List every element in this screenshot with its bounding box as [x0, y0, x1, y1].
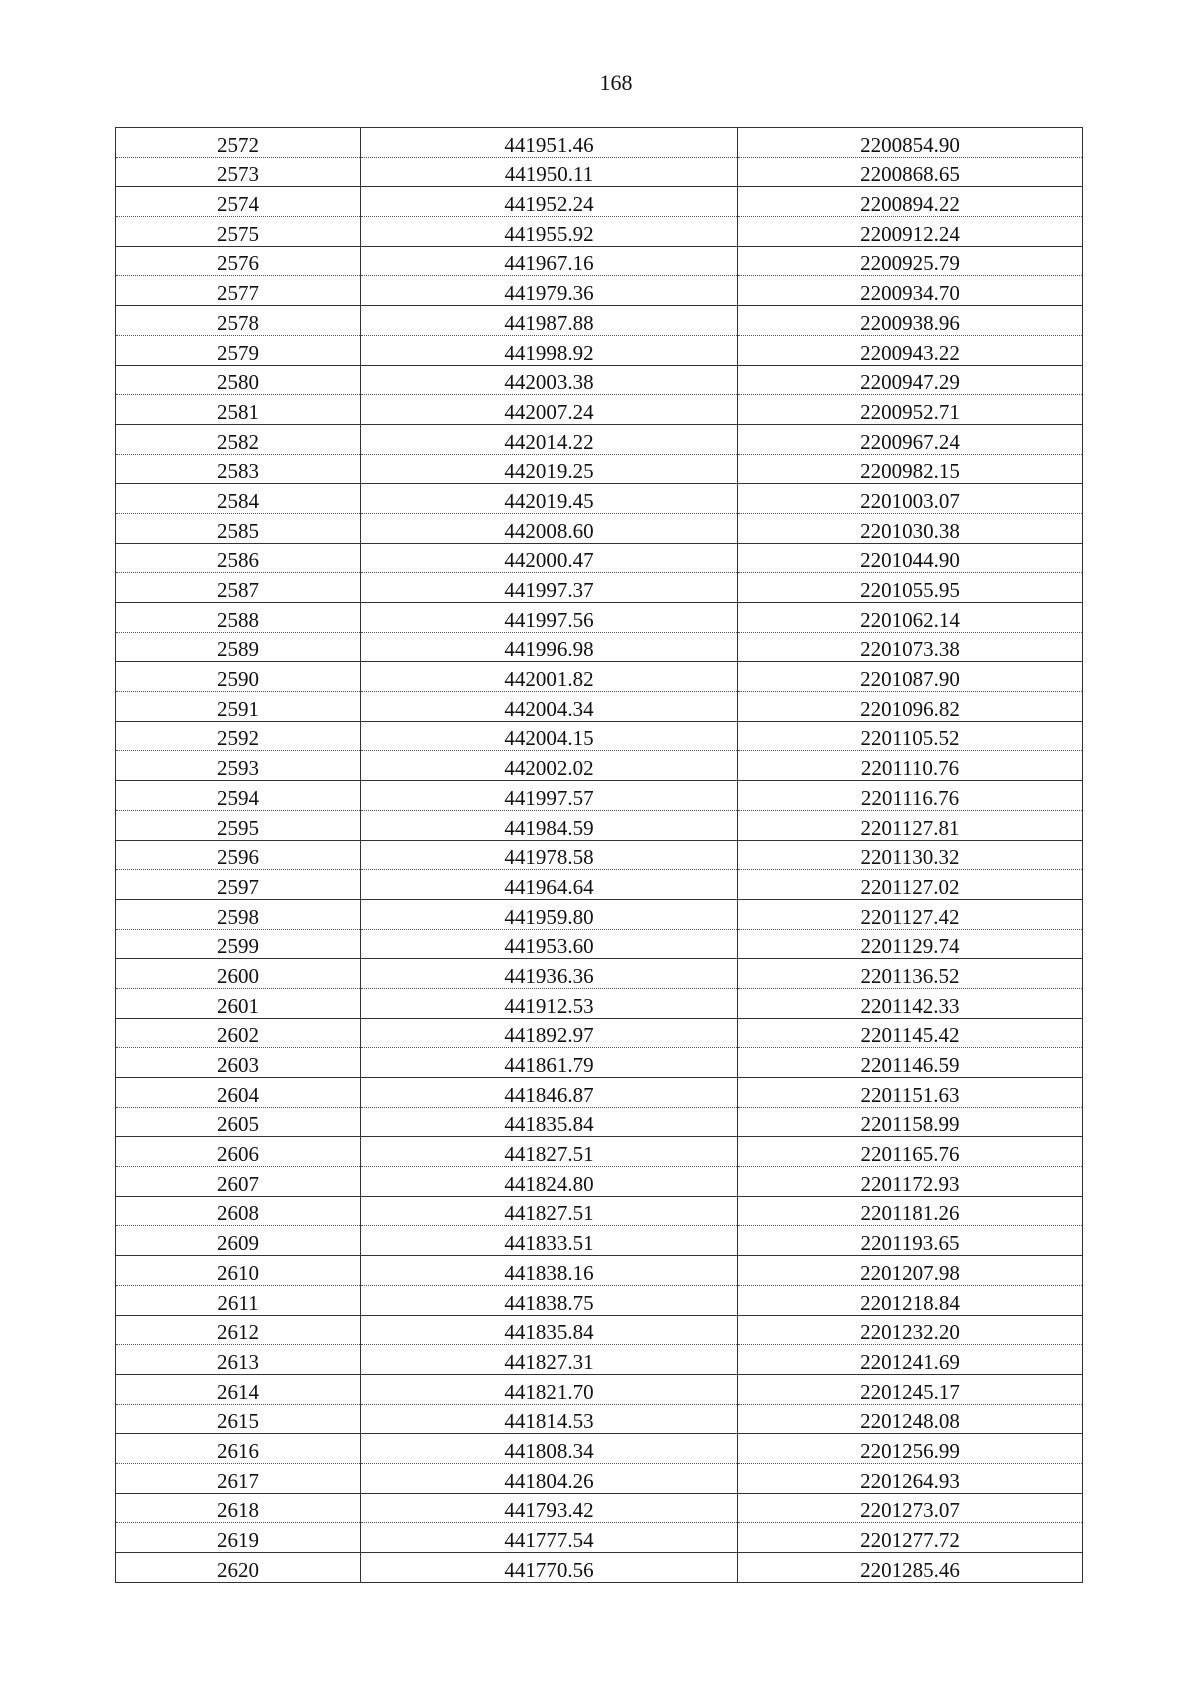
y-coordinate-cell: 2201003.07 — [738, 484, 1083, 514]
y-coordinate-cell: 2201136.52 — [738, 959, 1083, 989]
table-row — [116, 721, 1083, 751]
y-coordinate-cell: 2200925.79 — [738, 246, 1083, 276]
x-coordinate-cell: 441892.97 — [361, 1018, 738, 1048]
x-coordinate-cell: 442001.82 — [361, 662, 738, 692]
x-coordinate-cell: 441936.36 — [361, 959, 738, 989]
y-coordinate-cell: 2201105.52 — [738, 721, 1083, 751]
table-row — [116, 988, 1083, 1018]
y-coordinate-cell: 2201127.02 — [738, 870, 1083, 900]
point-number-cell: 2592 — [116, 721, 361, 751]
y-coordinate-cell: 2200934.70 — [738, 276, 1083, 306]
x-coordinate-cell: 441861.79 — [361, 1048, 738, 1078]
y-coordinate-cell: 2201062.14 — [738, 603, 1083, 633]
table-row — [116, 1167, 1083, 1197]
y-coordinate-cell: 2201030.38 — [738, 513, 1083, 543]
y-coordinate-cell: 2201130.32 — [738, 840, 1083, 870]
point-number-cell: 2615 — [116, 1404, 361, 1434]
table-row — [116, 1404, 1083, 1434]
y-coordinate-cell: 2201145.42 — [738, 1018, 1083, 1048]
point-number-cell: 2580 — [116, 365, 361, 395]
y-coordinate-cell: 2201248.08 — [738, 1404, 1083, 1434]
table-row — [116, 513, 1083, 543]
point-number-cell: 2586 — [116, 543, 361, 573]
point-number-cell: 2614 — [116, 1374, 361, 1404]
y-coordinate-cell: 2200868.65 — [738, 157, 1083, 187]
x-coordinate-cell: 441953.60 — [361, 929, 738, 959]
point-number-cell: 2613 — [116, 1345, 361, 1375]
table-row — [116, 246, 1083, 276]
table-row — [116, 840, 1083, 870]
y-coordinate-cell: 2201142.33 — [738, 988, 1083, 1018]
x-coordinate-cell: 441964.64 — [361, 870, 738, 900]
y-coordinate-cell: 2201165.76 — [738, 1137, 1083, 1167]
y-coordinate-cell: 2200943.22 — [738, 335, 1083, 365]
point-number-cell: 2596 — [116, 840, 361, 870]
y-coordinate-cell: 2201256.99 — [738, 1434, 1083, 1464]
y-coordinate-cell: 2201096.82 — [738, 692, 1083, 722]
x-coordinate-cell: 441833.51 — [361, 1226, 738, 1256]
point-number-cell: 2619 — [116, 1523, 361, 1553]
table-row — [116, 810, 1083, 840]
x-coordinate-cell: 441997.57 — [361, 781, 738, 811]
y-coordinate-cell: 2201151.63 — [738, 1078, 1083, 1108]
table-row — [116, 157, 1083, 187]
y-coordinate-cell: 2201172.93 — [738, 1167, 1083, 1197]
y-coordinate-cell: 2201055.95 — [738, 573, 1083, 603]
point-number-cell: 2620 — [116, 1553, 361, 1583]
point-number-cell: 2606 — [116, 1137, 361, 1167]
point-number-cell: 2574 — [116, 187, 361, 217]
point-number-cell: 2584 — [116, 484, 361, 514]
point-number-cell: 2608 — [116, 1196, 361, 1226]
y-coordinate-cell: 2201207.98 — [738, 1256, 1083, 1286]
x-coordinate-cell: 441987.88 — [361, 306, 738, 336]
x-coordinate-cell: 441835.84 — [361, 1107, 738, 1137]
point-number-cell: 2611 — [116, 1285, 361, 1315]
y-coordinate-cell: 2201044.90 — [738, 543, 1083, 573]
point-number-cell: 2588 — [116, 603, 361, 633]
x-coordinate-cell: 441846.87 — [361, 1078, 738, 1108]
x-coordinate-cell: 441959.80 — [361, 899, 738, 929]
point-number-cell: 2576 — [116, 246, 361, 276]
y-coordinate-cell: 2201116.76 — [738, 781, 1083, 811]
point-number-cell: 2605 — [116, 1107, 361, 1137]
x-coordinate-cell: 441978.58 — [361, 840, 738, 870]
x-coordinate-cell: 441804.26 — [361, 1463, 738, 1493]
table-row — [116, 217, 1083, 247]
point-number-cell: 2595 — [116, 810, 361, 840]
table-row — [116, 1107, 1083, 1137]
y-coordinate-cell: 2200912.24 — [738, 217, 1083, 247]
table-row — [116, 543, 1083, 573]
x-coordinate-cell: 442002.02 — [361, 751, 738, 781]
y-coordinate-cell: 2201245.17 — [738, 1374, 1083, 1404]
x-coordinate-cell: 441996.98 — [361, 632, 738, 662]
point-number-cell: 2607 — [116, 1167, 361, 1197]
point-number-cell: 2600 — [116, 959, 361, 989]
point-number-cell: 2612 — [116, 1315, 361, 1345]
point-number-cell: 2591 — [116, 692, 361, 722]
table-row — [116, 1285, 1083, 1315]
coordinate-table-body — [116, 128, 1083, 1583]
table-row — [116, 395, 1083, 425]
y-coordinate-cell: 2201129.74 — [738, 929, 1083, 959]
point-number-cell: 2602 — [116, 1018, 361, 1048]
x-coordinate-cell: 441951.46 — [361, 128, 738, 158]
point-number-cell: 2581 — [116, 395, 361, 425]
y-coordinate-cell: 2201277.72 — [738, 1523, 1083, 1553]
table-row — [116, 306, 1083, 336]
x-coordinate-cell: 442003.38 — [361, 365, 738, 395]
x-coordinate-cell: 441821.70 — [361, 1374, 738, 1404]
x-coordinate-cell: 441827.51 — [361, 1196, 738, 1226]
point-number-cell: 2618 — [116, 1493, 361, 1523]
table-row — [116, 959, 1083, 989]
table-row — [116, 603, 1083, 633]
point-number-cell: 2575 — [116, 217, 361, 247]
x-coordinate-cell: 441998.92 — [361, 335, 738, 365]
y-coordinate-cell: 2200894.22 — [738, 187, 1083, 217]
y-coordinate-cell: 2200938.96 — [738, 306, 1083, 336]
x-coordinate-cell: 441997.56 — [361, 603, 738, 633]
y-coordinate-cell: 2201181.26 — [738, 1196, 1083, 1226]
table-row — [116, 899, 1083, 929]
point-number-cell: 2579 — [116, 335, 361, 365]
point-number-cell: 2604 — [116, 1078, 361, 1108]
x-coordinate-cell: 442004.34 — [361, 692, 738, 722]
page-number: 168 — [599, 70, 633, 95]
x-coordinate-cell: 441793.42 — [361, 1493, 738, 1523]
y-coordinate-cell: 2201110.76 — [738, 751, 1083, 781]
point-number-cell: 2593 — [116, 751, 361, 781]
table-row — [116, 751, 1083, 781]
table-row — [116, 484, 1083, 514]
table-row — [116, 1523, 1083, 1553]
y-coordinate-cell: 2201087.90 — [738, 662, 1083, 692]
x-coordinate-cell: 441955.92 — [361, 217, 738, 247]
table-row — [116, 781, 1083, 811]
y-coordinate-cell: 2201232.20 — [738, 1315, 1083, 1345]
x-coordinate-cell: 442007.24 — [361, 395, 738, 425]
point-number-cell: 2573 — [116, 157, 361, 187]
table-row — [116, 1196, 1083, 1226]
table-row — [116, 573, 1083, 603]
point-number-cell: 2609 — [116, 1226, 361, 1256]
table-row — [116, 1553, 1083, 1583]
table-row — [116, 1345, 1083, 1375]
y-coordinate-cell: 2201273.07 — [738, 1493, 1083, 1523]
x-coordinate-cell: 441950.11 — [361, 157, 738, 187]
y-coordinate-cell: 2201073.38 — [738, 632, 1083, 662]
table-row — [116, 1226, 1083, 1256]
x-coordinate-cell: 441824.80 — [361, 1167, 738, 1197]
x-coordinate-cell: 442000.47 — [361, 543, 738, 573]
table-row — [116, 632, 1083, 662]
x-coordinate-cell: 442014.22 — [361, 424, 738, 454]
table-row — [116, 1018, 1083, 1048]
point-number-cell: 2582 — [116, 424, 361, 454]
table-row — [116, 1078, 1083, 1108]
table-row — [116, 929, 1083, 959]
x-coordinate-cell: 441827.51 — [361, 1137, 738, 1167]
point-number-cell: 2594 — [116, 781, 361, 811]
x-coordinate-cell: 441777.54 — [361, 1523, 738, 1553]
point-number-cell: 2610 — [116, 1256, 361, 1286]
y-coordinate-cell: 2201264.93 — [738, 1463, 1083, 1493]
table-row — [116, 365, 1083, 395]
point-number-cell: 2577 — [116, 276, 361, 306]
point-number-cell: 2599 — [116, 929, 361, 959]
point-number-cell: 2598 — [116, 899, 361, 929]
table-row — [116, 454, 1083, 484]
x-coordinate-cell: 441979.36 — [361, 276, 738, 306]
x-coordinate-cell: 441967.16 — [361, 246, 738, 276]
x-coordinate-cell: 441827.31 — [361, 1345, 738, 1375]
point-number-cell: 2585 — [116, 513, 361, 543]
point-number-cell: 2572 — [116, 128, 361, 158]
x-coordinate-cell: 441814.53 — [361, 1404, 738, 1434]
table-row — [116, 276, 1083, 306]
x-coordinate-cell: 441770.56 — [361, 1553, 738, 1583]
table-row — [116, 128, 1083, 158]
x-coordinate-cell: 441997.37 — [361, 573, 738, 603]
y-coordinate-cell: 2200967.24 — [738, 424, 1083, 454]
table-row — [116, 1315, 1083, 1345]
y-coordinate-cell: 2200854.90 — [738, 128, 1083, 158]
y-coordinate-cell: 2200982.15 — [738, 454, 1083, 484]
x-coordinate-cell: 441808.34 — [361, 1434, 738, 1464]
table-row — [116, 187, 1083, 217]
point-number-cell: 2617 — [116, 1463, 361, 1493]
x-coordinate-cell: 442008.60 — [361, 513, 738, 543]
x-coordinate-cell: 441838.16 — [361, 1256, 738, 1286]
point-number-cell: 2587 — [116, 573, 361, 603]
point-number-cell: 2616 — [116, 1434, 361, 1464]
y-coordinate-cell: 2200952.71 — [738, 395, 1083, 425]
x-coordinate-cell: 441838.75 — [361, 1285, 738, 1315]
x-coordinate-cell: 441952.24 — [361, 187, 738, 217]
point-number-cell: 2603 — [116, 1048, 361, 1078]
y-coordinate-cell: 2201158.99 — [738, 1107, 1083, 1137]
table-row — [116, 424, 1083, 454]
table-row — [116, 870, 1083, 900]
y-coordinate-cell: 2201218.84 — [738, 1285, 1083, 1315]
table-row — [116, 1374, 1083, 1404]
table-row — [116, 692, 1083, 722]
table-row — [116, 1256, 1083, 1286]
x-coordinate-cell: 441912.53 — [361, 988, 738, 1018]
coordinate-table — [115, 127, 1083, 1583]
y-coordinate-cell: 2201285.46 — [738, 1553, 1083, 1583]
y-coordinate-cell: 2201241.69 — [738, 1345, 1083, 1375]
table-row — [116, 1048, 1083, 1078]
point-number-cell: 2589 — [116, 632, 361, 662]
table-row — [116, 1137, 1083, 1167]
point-number-cell: 2597 — [116, 870, 361, 900]
table-row — [116, 1434, 1083, 1464]
point-number-cell: 2583 — [116, 454, 361, 484]
y-coordinate-cell: 2201127.42 — [738, 899, 1083, 929]
table-row — [116, 1463, 1083, 1493]
x-coordinate-cell: 442004.15 — [361, 721, 738, 751]
y-coordinate-cell: 2201193.65 — [738, 1226, 1083, 1256]
x-coordinate-cell: 442019.25 — [361, 454, 738, 484]
point-number-cell: 2601 — [116, 988, 361, 1018]
point-number-cell: 2578 — [116, 306, 361, 336]
table-row — [116, 662, 1083, 692]
y-coordinate-cell: 2201146.59 — [738, 1048, 1083, 1078]
y-coordinate-cell: 2201127.81 — [738, 810, 1083, 840]
point-number-cell: 2590 — [116, 662, 361, 692]
table-row — [116, 1493, 1083, 1523]
table-row — [116, 335, 1083, 365]
x-coordinate-cell: 442019.45 — [361, 484, 738, 514]
y-coordinate-cell: 2200947.29 — [738, 365, 1083, 395]
x-coordinate-cell: 441984.59 — [361, 810, 738, 840]
x-coordinate-cell: 441835.84 — [361, 1315, 738, 1345]
